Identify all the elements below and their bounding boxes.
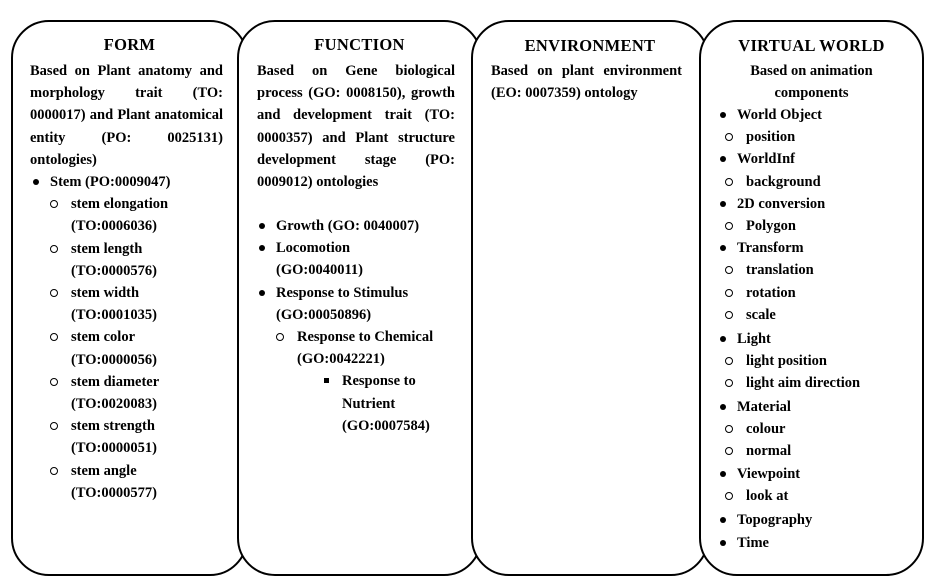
form-subitem bbox=[48, 238, 235, 282]
vw-item bbox=[717, 237, 917, 259]
subitem-label: background bbox=[746, 173, 821, 190]
vw-subitem bbox=[723, 418, 917, 440]
function-description: Based on Gene biological process (GO: 0008150), growth and development trait (TO: 0000357) and Plant structure development stage (PO: 0009012) ontologies bbox=[257, 63, 455, 191]
vw-item bbox=[717, 463, 917, 485]
environment-title: ENVIRONMENT bbox=[524, 36, 656, 55]
vw-item bbox=[717, 104, 917, 126]
subitem-label: stem length bbox=[71, 240, 143, 257]
subitem-id: (GO:0042221) bbox=[297, 351, 385, 368]
vw-item bbox=[717, 193, 917, 215]
item-label: Material bbox=[737, 398, 791, 415]
vw-item bbox=[717, 328, 917, 350]
vw-item bbox=[717, 396, 917, 418]
item-label: Locomotion bbox=[276, 240, 351, 257]
function-item bbox=[256, 237, 476, 281]
description-line: Based on animation bbox=[750, 63, 873, 79]
virtual-world-panel bbox=[699, 20, 924, 576]
subitem-label: light aim direction bbox=[746, 375, 861, 392]
vw-subitem bbox=[723, 304, 917, 326]
vw-item bbox=[717, 532, 917, 554]
item-label: Topography bbox=[737, 511, 813, 528]
function-panel bbox=[237, 20, 482, 576]
subsubitem-label: Response to bbox=[342, 373, 416, 390]
function-list bbox=[256, 215, 476, 437]
form-subitem bbox=[48, 326, 235, 370]
form-subitem bbox=[48, 282, 235, 326]
function-item bbox=[256, 282, 476, 326]
item-label: World Object bbox=[737, 107, 822, 123]
form-list bbox=[30, 171, 235, 504]
environment-panel bbox=[471, 20, 709, 576]
item-label: Viewpoint bbox=[737, 466, 801, 483]
item-label: WorldInf bbox=[737, 151, 796, 168]
vw-subitem bbox=[723, 485, 917, 507]
subitem-label: colour bbox=[746, 420, 786, 437]
item-id: (GO:0040011) bbox=[276, 262, 363, 279]
function-subitem bbox=[274, 326, 476, 370]
vw-subitem bbox=[723, 215, 917, 237]
subitem-label: stem diameter bbox=[71, 373, 160, 390]
subitem-label: stem width bbox=[71, 285, 140, 302]
form-subitem bbox=[48, 460, 235, 504]
vw-item bbox=[717, 509, 917, 531]
form-item-stem bbox=[30, 171, 235, 193]
function-item bbox=[256, 215, 476, 237]
form-description: Based on Plant anatomy and morphology trait (TO: 0000017) and Plant anatomical entity (PO: 0025131) ontologies) bbox=[30, 63, 223, 168]
item-id: (GO:00050896) bbox=[276, 306, 372, 323]
item-label: 2D conversion bbox=[737, 195, 826, 212]
description-line: components bbox=[774, 85, 849, 102]
subitem-label: normal bbox=[746, 443, 792, 460]
vw-subitem bbox=[723, 126, 917, 148]
vw-subitem bbox=[723, 171, 917, 193]
subitem-id: (TO:0001035) bbox=[71, 307, 157, 324]
subitem-label: Response to Chemical bbox=[297, 329, 434, 346]
vw-subitem bbox=[723, 372, 917, 394]
subsubitem-id: (GO:0007584) bbox=[342, 417, 430, 434]
subitem-label: light position bbox=[746, 353, 827, 370]
subitem-label: rotation bbox=[746, 284, 796, 301]
form-subitem bbox=[48, 371, 235, 415]
subitem-label: Polygon bbox=[746, 218, 796, 235]
subitem-id: (TO:0000577) bbox=[71, 484, 157, 501]
subsubitem-label-2: Nutrient bbox=[342, 395, 396, 412]
subitem-label: translation bbox=[746, 262, 814, 279]
virtual-world-description bbox=[701, 60, 922, 104]
subitem-label: stem angle bbox=[71, 462, 137, 479]
subitem-label: stem elongation bbox=[71, 196, 169, 213]
virtual-world-list bbox=[717, 104, 917, 554]
subitem-id: (TO:0000056) bbox=[71, 351, 157, 368]
vw-subitem bbox=[723, 350, 917, 372]
item-label: Time bbox=[737, 534, 769, 551]
vw-item bbox=[717, 148, 917, 170]
subitem-id: (TO:0006036) bbox=[71, 218, 157, 235]
subitem-label: stem color bbox=[71, 329, 136, 346]
function-title: FUNCTION bbox=[314, 35, 405, 54]
virtual-world-title: VIRTUAL WORLD bbox=[738, 36, 885, 55]
subitem-label: scale bbox=[746, 306, 776, 323]
form-subitem bbox=[48, 415, 235, 459]
subitem-id: (TO:0000576) bbox=[71, 262, 157, 279]
item-label: Growth (GO: 0040007) bbox=[276, 218, 420, 234]
subitem-label: look at bbox=[746, 488, 789, 505]
function-subsubitem bbox=[322, 370, 476, 437]
vw-subitem bbox=[723, 259, 917, 281]
vw-subitem bbox=[723, 440, 917, 462]
item-label: Transform bbox=[737, 240, 804, 257]
subitem-label: stem strength bbox=[71, 418, 155, 435]
subitem-id: (TO:0000051) bbox=[71, 440, 157, 457]
form-title: FORM bbox=[103, 35, 156, 54]
form-panel bbox=[11, 20, 248, 576]
form-subitem bbox=[48, 193, 235, 237]
subitem-id: (TO:0020083) bbox=[71, 396, 157, 413]
vw-subitem bbox=[723, 282, 917, 304]
subitem-label: position bbox=[746, 129, 796, 146]
form-item-label: Stem (PO:0009047) bbox=[50, 174, 171, 190]
item-label: Light bbox=[737, 331, 771, 348]
environment-description: Based on plant environment (EO: 0007359) ontology bbox=[491, 63, 682, 102]
item-label: Response to Stimulus bbox=[276, 284, 409, 301]
